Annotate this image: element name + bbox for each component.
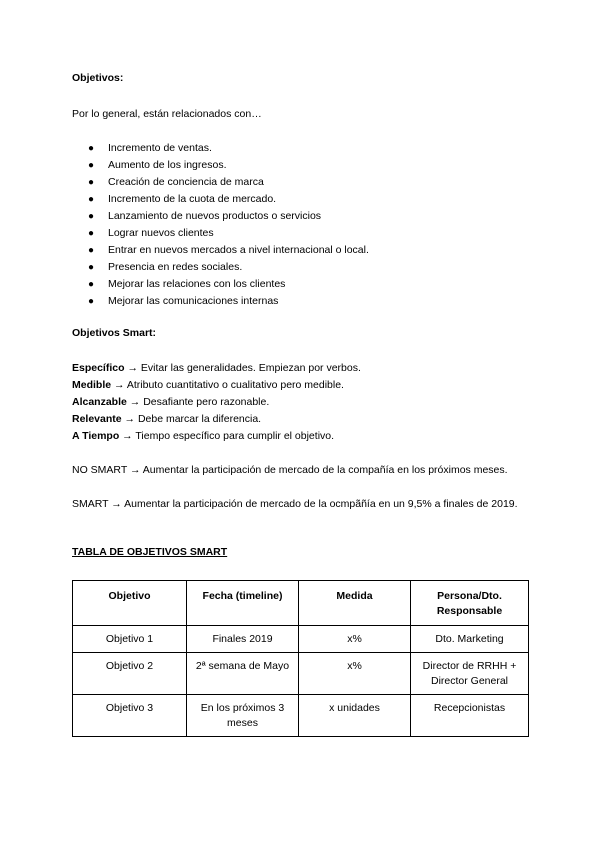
column-header: Fecha (timeline)	[187, 581, 299, 626]
table-cell: En los próximos 3 meses	[187, 695, 299, 737]
bullet-icon: ●	[88, 143, 95, 154]
table-title: TABLA DE OBJETIVOS SMART	[72, 546, 228, 558]
list-item: ● Presencia en redes sociales.	[88, 259, 369, 276]
bullet-icon: ●	[88, 228, 95, 239]
list-item: ● Mejorar las comunicaciones internas	[88, 293, 369, 310]
smart-objectives-table	[72, 580, 529, 737]
table-row	[73, 653, 529, 695]
table-cell: Objetivo 3	[73, 695, 187, 737]
table-cell: x%	[299, 626, 411, 653]
list-item: ● Lograr nuevos clientes	[88, 225, 369, 242]
smart-def-row: Medible → Atributo cuantitativo o cualitativo pero medible.	[72, 379, 344, 391]
smart-example: SMART → Aumentar la participación de mercado de la ocmpãñía en un 9,5% a finales de 2019.	[72, 498, 518, 510]
no-smart-example: NO SMART → Aumentar la participación de mercado de la compañía en los próximos meses.	[72, 464, 508, 476]
bullet-icon: ●	[88, 211, 95, 222]
table-cell: Recepcionistas	[411, 695, 529, 737]
smart-definitions	[72, 360, 361, 445]
bullet-icon: ●	[88, 194, 95, 205]
table-cell: Objetivo 1	[73, 626, 187, 653]
table-cell: 2ª semana de Mayo	[187, 653, 299, 695]
table-cell: Objetivo 2	[73, 653, 187, 695]
table-header-row	[73, 581, 529, 626]
list-item: ● Mejorar las relaciones con los clientes	[88, 276, 369, 293]
column-header: Medida	[299, 581, 411, 626]
bullet-icon: ●	[88, 177, 95, 188]
heading-objetivos: Objetivos:	[72, 72, 124, 84]
bullet-icon: ●	[88, 160, 95, 171]
table-cell: x unidades	[299, 695, 411, 737]
smart-def-row: Específico → Evitar las generalidades. Empiezan por verbos.	[72, 362, 361, 374]
smart-def-row: Alcanzable → Desafiante pero razonable.	[72, 396, 270, 408]
list-item: ● Entrar en nuevos mercados a nivel internacional o local.	[88, 242, 369, 259]
table-cell: Finales 2019	[187, 626, 299, 653]
table-row	[73, 695, 529, 737]
heading-smart: Objetivos Smart:	[72, 327, 157, 339]
bullet-icon: ●	[88, 262, 95, 273]
smart-def-row: Relevante → Debe marcar la diferencia.	[72, 413, 262, 425]
table-cell: Dto. Marketing	[411, 626, 529, 653]
list-item: ● Creación de conciencia de marca	[88, 174, 369, 191]
column-header: Objetivo	[73, 581, 187, 626]
bullet-icon: ●	[88, 296, 95, 307]
list-item: ● Incremento de la cuota de mercado.	[88, 191, 369, 208]
table-cell: Director de RRHH + Director General	[411, 653, 529, 695]
table-row	[73, 626, 529, 653]
list-item: ● Incremento de ventas.	[88, 140, 369, 157]
intro-text: Por lo general, están relacionados con…	[72, 108, 262, 120]
table-cell: x%	[299, 653, 411, 695]
objectives-list	[88, 140, 369, 310]
smart-def-row: A Tiempo → Tiempo específico para cumplir el objetivo.	[72, 430, 335, 442]
bullet-icon: ●	[88, 279, 95, 290]
column-header: Persona/Dto. Responsable	[411, 581, 529, 626]
bullet-icon: ●	[88, 245, 95, 256]
list-item: ● Lanzamiento de nuevos productos o servicios	[88, 208, 369, 225]
list-item: ● Aumento de los ingresos.	[88, 157, 369, 174]
